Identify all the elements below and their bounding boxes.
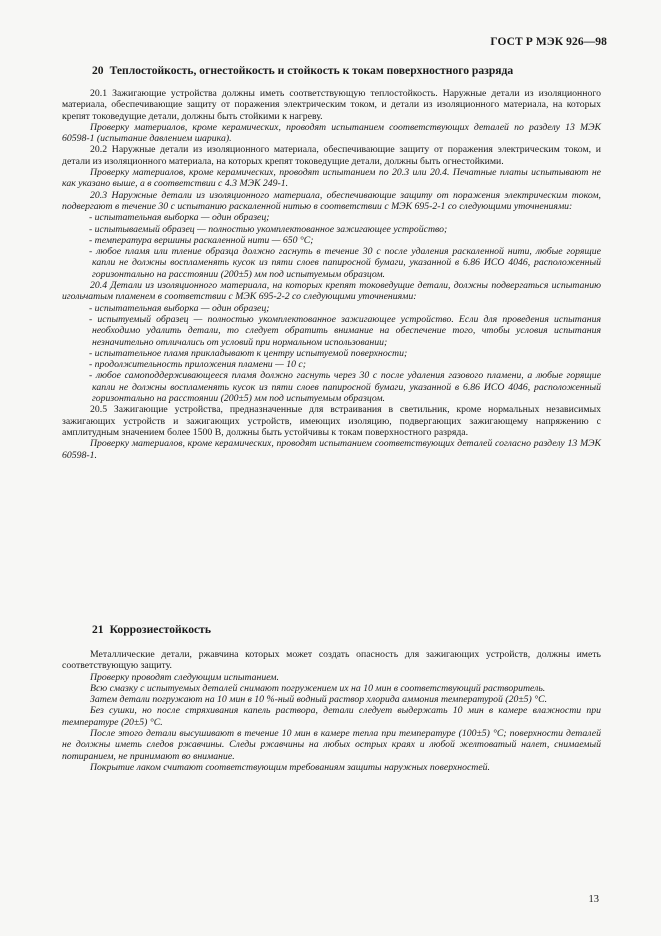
paragraph-21-step: Всю смазку с испытуемых деталей снимают погружением их на 10 мин в соответствующий растворитель. <box>90 682 546 694</box>
list-item: - испытательная выборка — один образец; <box>89 302 270 314</box>
section-21-title: Коррозиестойкость <box>109 623 211 636</box>
page-number: 13 <box>588 894 599 905</box>
paragraph-20-1-check: Проверку материалов, кроме керамических, проводят испытанием соответствующих деталей по разделу 13 МЭК 60598-1 (испытание давлением шарика). <box>62 121 601 145</box>
document-header: ГОСТ Р МЭК 926—98 <box>490 36 607 48</box>
list-item: - температура вершины раскаленной нити — 650 °С; <box>89 234 314 246</box>
list-item: - любое пламя или тление образца должно гаснуть в течение 30 с после удаления раскаленной нити, любые горящие капли не должны воспламенять кусок из пяти слоев папиросной бумаги, указанной в 6.86 ИСО 4046, расположенный горизонтально на расстоянии (200±5) мм под испытуемым образцом. <box>89 246 601 280</box>
section-20-title: Теплостойкость, огнестойкость и стойкость к токам поверхностного разряда <box>109 64 514 77</box>
section-20-heading <box>92 64 621 78</box>
list-item: - испытываемый образец — полностью укомплектованное зажигающее устройство; <box>89 223 448 235</box>
paragraph-20-5: 20.5 Зажигающие устройства, предназначенные для встраивания в светильник, кроме нормальных независимых зажигающих устройств и зажигающих устройств, имеющих изоляцию, подвергающих зажигающему напряжению с амплитудным значением более 1500 В, должны быть устойчивы к токам поверхностного разряда. <box>62 404 601 438</box>
paragraph-21-step: Покрытие лаком считают соответствующим требованиям защиты наружных поверхностей. <box>90 761 490 773</box>
section-20-number: 20 <box>92 64 104 77</box>
list-item: - испытательная выборка — один образец; <box>89 212 270 224</box>
paragraph-20-5-check: Проверку материалов, кроме керамических, проводят испытанием соответствующих деталей согласно разделу 13 МЭК 60598-1. <box>62 438 601 461</box>
list-item: - продолжительность приложения пламени — 10 с; <box>89 359 306 371</box>
list-item: - испытательное пламя прикладывают к центру испытуемой поверхности; <box>89 347 408 359</box>
section-21-heading <box>92 623 621 637</box>
paragraph-20-3: 20.3 Наружные детали из изоляционного материала, обеспечивающие защиту от поражения электрическим током, подвергают в течение 30 с испытанию раскаленной нитью в соответствии с МЭК 695-2-1 со следующими уточнениями: <box>62 189 601 212</box>
paragraph-21-step: После этого детали высушивают в течение 10 мин в камере тепла при температуре (100±5) °С; поверхности деталей не должны иметь следов ржавчины. Следы ржавчины на любых острых краях и любой желтоватый налет, снимаемый потиранием, не принимают во внимание. <box>62 728 601 762</box>
section-21-number: 21 <box>92 623 104 636</box>
section-20-body <box>62 88 601 461</box>
paragraph-20-1: 20.1 Зажигающие устройства должны иметь соответствующую теплостойкость. Наружные детали из изоляционного материала, обеспечивающие защиту от поражения электрическим током, и детали из изоляционного материала, на которых крепят токоведущие детали, должны быть стойкими к нагреву. <box>62 88 601 122</box>
paragraph-21-step: Затем детали погружают на 10 мин в 10 %-ный водный раствор хлорида аммония температурой (20±5) °С. <box>90 694 548 706</box>
section-21-body <box>62 649 601 773</box>
paragraph-21-step: Без сушки, но после стряхивания капель раствора, детали следует выдержать 10 мин в камере влажности при температуре (20±5) °С. <box>62 705 601 728</box>
paragraph-20-2: 20.2 Наружные детали из изоляционного материала, обеспечивающие защиту от поражения электрическим током, и детали из изоляционного материала, на которых крепят токоведущие детали, должны быть огнестойкими. <box>62 144 601 167</box>
paragraph-21-intro: Металлические детали, ржавчина которых может создать опасность для зажигающих устройств, должны иметь соответствующую защиту. <box>62 649 601 672</box>
paragraph-20-4: 20.4 Детали из изоляционного материала, на которых крепят токоведущие детали, должны подвергаться испытанию игольчатым пламенем в соответствии с МЭК 695-2-2 со следующими уточнениями: <box>62 280 601 303</box>
paragraph-20-2-check: Проверку материалов, кроме керамических, проводят испытанием по 20.3 или 20.4. Печатные платы испытывают не как указано выше, а в соответствии с 4.3 МЭК 249-1. <box>62 167 601 190</box>
paragraph-21-check: Проверку проводят следующим испытанием. <box>90 671 279 683</box>
list-item: - любое самоподдерживающееся пламя должно гаснуть через 30 с после удаления газового пламени, а любые горящие капли не должны воспламенять кусок из пяти слоев папиросной бумаги, указанной в 6.86 ИСО 4046, расположенный горизонтально на расстоянии (200±5) мм под испытуемым образцом. <box>89 370 601 405</box>
list-item: - испытуемый образец — полностью укомплектованное зажигающее устройство. Если для проведения испытания необходимо удалить детали, то следует обратить внимание на обеспечение того, чтобы условия испытания незначительно отличались от условий при нормальном использовании; <box>89 313 601 348</box>
